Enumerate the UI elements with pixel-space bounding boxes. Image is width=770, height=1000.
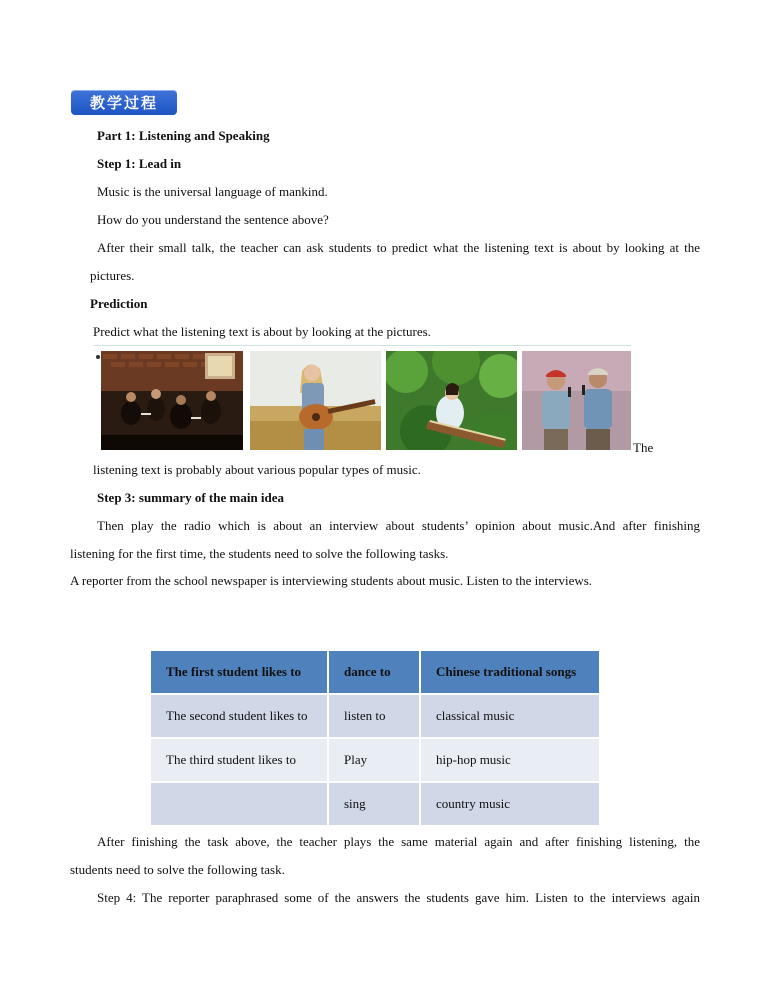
quote-text: Music is the universal language of mankind.: [97, 184, 328, 199]
table-row: [151, 739, 599, 781]
radio-line-1: Then play the radio which is about an interview about students’ opinion about music.And after finishing: [97, 518, 700, 533]
section-tag-label: 教学过程: [89, 94, 158, 112]
table-cell: listen to: [329, 695, 419, 737]
question-text: How do you understand the sentence above?: [97, 212, 329, 227]
small-talk-line-2: pictures.: [90, 268, 135, 283]
table-cell: dance to: [329, 651, 419, 693]
prediction-text: Predict what the listening text is about by looking at the pictures.: [93, 324, 431, 339]
table-row: [151, 783, 599, 825]
hiphop-singers-photo: [522, 351, 631, 450]
table-cell: The third student likes to: [151, 739, 327, 781]
table-cell: The first student likes to: [151, 651, 327, 693]
table-cell: sing: [329, 783, 419, 825]
after-line-2: students need to solve the following task.: [70, 862, 285, 877]
after-line-1: After finishing the task above, the teacher plays the same material again and after finishing listening, the: [97, 834, 700, 849]
small-talk-line-1: After their small talk, the teacher can ask students to predict what the listening text is about by looking at the: [97, 240, 700, 255]
table-row: [151, 651, 599, 693]
radio-line-2: listening for the first time, the students need to solve the following tasks.: [70, 546, 449, 561]
bullet-dot: [96, 355, 100, 359]
table-row: [151, 695, 599, 737]
section-tag: [71, 90, 177, 115]
reporter-line: A reporter from the school newspaper is interviewing students about music. Listen to the interviews.: [70, 573, 593, 588]
table-cell: Chinese traditional songs: [421, 651, 599, 693]
likes-table: [149, 649, 601, 827]
step3-heading: Step 3: summary of the main idea: [97, 490, 285, 505]
guitar-girl-photo: [250, 351, 381, 450]
step4-line: Step 4: The reporter paraphrased some of the answers the students gave him. Listen to the interviews again: [97, 890, 700, 905]
guzheng-player-photo: [386, 351, 517, 450]
orchestra-photo: [101, 351, 243, 450]
table-cell: Play: [329, 739, 419, 781]
separator-line: [93, 345, 631, 346]
table-cell: classical music: [421, 695, 599, 737]
table-cell: The second student likes to: [151, 695, 327, 737]
step1-heading: Step 1: Lead in: [97, 156, 182, 171]
answer-word: The: [633, 440, 654, 455]
prediction-heading: Prediction: [90, 296, 148, 311]
table-cell: country music: [421, 783, 599, 825]
part1-heading: Part 1: Listening and Speaking: [97, 128, 270, 143]
answer-text: listening text is probably about various popular types of music.: [93, 462, 421, 477]
table-cell: hip-hop music: [421, 739, 599, 781]
table-cell: [151, 783, 327, 825]
